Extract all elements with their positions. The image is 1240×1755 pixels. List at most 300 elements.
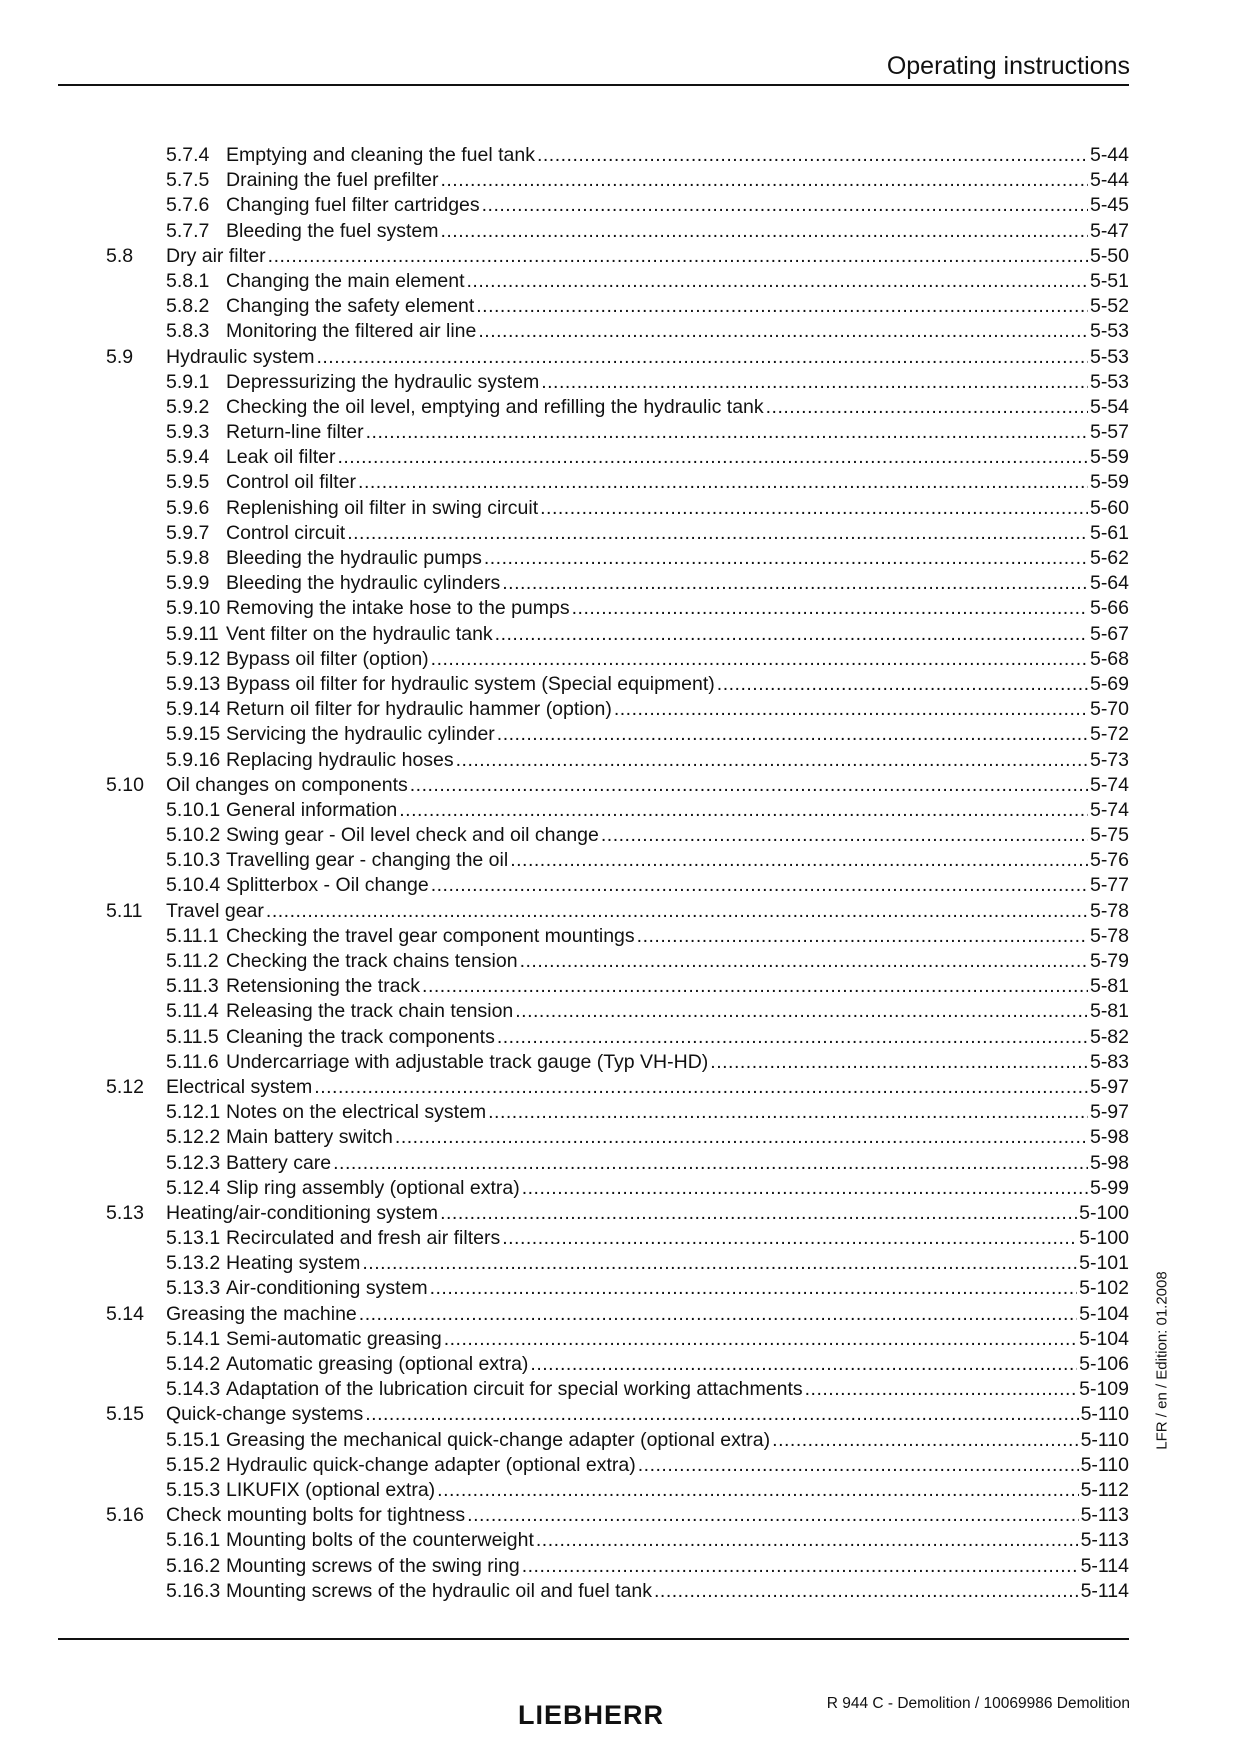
toc-dot-leader <box>476 294 1088 319</box>
toc-entry-number: 5.9.12 <box>166 647 221 670</box>
toc-entry[interactable] <box>0 571 1240 596</box>
toc-entry-number: 5.9.14 <box>166 698 221 721</box>
toc-entry-number: 5.12.4 <box>166 1176 221 1199</box>
toc-entry-line <box>226 672 1129 697</box>
toc-dot-leader <box>362 1251 1077 1276</box>
toc-entry[interactable] <box>0 319 1240 344</box>
toc-entry-title: Adaptation of the lubrication circuit for special working attachments <box>226 1378 803 1401</box>
toc-dot-leader <box>638 1453 1079 1478</box>
toc-entry-line <box>166 1402 1129 1427</box>
toc-entry-page: 5-73 <box>1089 748 1129 771</box>
toc-entry[interactable] <box>0 470 1240 495</box>
toc-entry-number: 5.16.3 <box>166 1579 221 1602</box>
toc-entry-number: 5.11.3 <box>166 975 219 998</box>
toc-entry-number: 5.15.2 <box>166 1453 221 1476</box>
toc-entry-title: Return oil filter for hydraulic hammer (option) <box>226 698 612 721</box>
toc-entry-title: Removing the intake hose to the pumps <box>226 597 570 620</box>
toc-dot-leader <box>502 571 1088 596</box>
toc-entry-title: Checking the travel gear component mountings <box>226 924 635 947</box>
toc-entry[interactable] <box>0 193 1240 218</box>
toc-entry-line <box>226 546 1129 571</box>
toc-entry-line <box>226 319 1129 344</box>
toc-entry-title: Heating system <box>226 1252 361 1275</box>
toc-dot-leader <box>520 949 1088 974</box>
toc-entry-page: 5-113 <box>1080 1504 1129 1527</box>
toc-dot-leader <box>430 1276 1078 1301</box>
toc-entry-page: 5-82 <box>1089 1025 1129 1048</box>
toc-entry-line <box>166 1302 1129 1327</box>
logo-text: LIEBHERR <box>517 1700 665 1730</box>
toc-entry-page: 5-45 <box>1089 194 1129 217</box>
toc-entry-number: 5.11.1 <box>166 924 219 947</box>
toc-dot-leader <box>422 974 1088 999</box>
toc-entry-line <box>226 1428 1129 1453</box>
toc-dot-leader <box>805 1377 1077 1402</box>
toc-entry-number: 5.10.2 <box>166 824 221 847</box>
toc-entry-page: 5-60 <box>1089 496 1129 519</box>
toc-entry-page: 5-113 <box>1080 1529 1129 1552</box>
toc-entry-title: Draining the fuel prefilter <box>226 169 439 192</box>
toc-dot-leader <box>347 521 1088 546</box>
toc-entry-number: 5.15 <box>106 1403 144 1426</box>
toc-entry[interactable] <box>0 1428 1240 1453</box>
toc-entry-line <box>226 1176 1129 1201</box>
toc-entry-page: 5-74 <box>1089 773 1129 796</box>
toc-entry-page: 5-47 <box>1089 219 1129 242</box>
toc-entry-line <box>226 143 1129 168</box>
toc-entry[interactable] <box>0 1251 1240 1276</box>
toc-entry-title: General information <box>226 798 398 821</box>
toc-entry[interactable] <box>0 345 1240 370</box>
toc-entry[interactable] <box>0 1402 1240 1427</box>
toc-entry-page: 5-72 <box>1089 723 1129 746</box>
toc-entry-line <box>226 269 1129 294</box>
toc-entry-title: Greasing the mechanical quick-change adapter (optional extra) <box>226 1428 771 1451</box>
toc-entry-number: 5.9.16 <box>166 748 221 771</box>
toc-entry-page: 5-76 <box>1089 849 1129 872</box>
toc-entry-page: 5-69 <box>1089 672 1129 695</box>
toc-entry-title: Travel gear <box>166 899 264 922</box>
toc-entry-number: 5.15.3 <box>166 1478 221 1501</box>
toc-entry[interactable] <box>0 143 1240 168</box>
toc-entry-number: 5.12 <box>106 1075 144 1098</box>
toc-dot-leader <box>456 748 1088 773</box>
footer-rule <box>58 1638 1129 1640</box>
toc-entry[interactable] <box>0 672 1240 697</box>
toc-entry-number: 5.10.3 <box>166 849 221 872</box>
toc-dot-leader <box>522 1554 1079 1579</box>
toc-entry-title: Changing fuel filter cartridges <box>226 194 480 217</box>
toc-dot-leader <box>440 1201 1077 1226</box>
toc-dot-leader <box>431 647 1088 672</box>
toc-entry-page: 5-106 <box>1079 1353 1129 1375</box>
toc-dot-leader <box>316 345 1088 370</box>
toc-entry-line <box>166 899 1129 924</box>
toc-entry[interactable] <box>0 1302 1240 1327</box>
toc-entry-page: 5-102 <box>1079 1277 1129 1300</box>
toc-entry-page: 5-78 <box>1089 899 1129 922</box>
toc-entry-title: Releasing the track chain tension <box>226 1000 514 1023</box>
toc-entry-title: Bypass oil filter for hydraulic system (Special equipment) <box>226 672 715 695</box>
toc-entry-number: 5.13.3 <box>166 1277 221 1300</box>
toc-entry[interactable] <box>0 1151 1240 1176</box>
toc-entry-title: Mounting screws of the hydraulic oil and fuel tank <box>226 1579 652 1602</box>
toc-dot-leader <box>717 672 1088 697</box>
toc-entry[interactable] <box>0 647 1240 672</box>
toc-entry[interactable] <box>0 1377 1240 1402</box>
toc-entry-page: 5-70 <box>1089 698 1129 721</box>
toc-entry-line <box>226 1151 1129 1176</box>
toc-entry-title: Undercarriage with adjustable track gauge (Typ VH-HD) <box>226 1050 709 1073</box>
toc-entry-number: 5.8.3 <box>166 320 210 343</box>
toc-entry-title: Checking the track chains tension <box>226 950 518 972</box>
toc-entry[interactable] <box>0 622 1240 647</box>
liebherr-logo <box>495 1700 687 1730</box>
toc-entry[interactable] <box>0 1478 1240 1503</box>
toc-entry-page: 5-68 <box>1089 647 1129 670</box>
toc-entry[interactable] <box>0 1579 1240 1604</box>
toc-entry-title: Electrical system <box>166 1075 313 1098</box>
toc-entry[interactable] <box>0 873 1240 898</box>
toc-entry-line <box>226 1025 1129 1050</box>
toc-entry-line <box>226 219 1129 244</box>
toc-entry-line <box>226 748 1129 773</box>
toc-entry-page: 5-67 <box>1089 622 1129 645</box>
toc-entry-line <box>166 1503 1129 1528</box>
toc-entry-line <box>226 1050 1129 1075</box>
toc-entry-page: 5-75 <box>1089 824 1129 847</box>
toc-entry-title: Main battery switch <box>226 1126 393 1149</box>
toc-entry-line <box>226 420 1129 445</box>
toc-entry[interactable] <box>0 1528 1240 1553</box>
toc-entry-line <box>226 1251 1129 1276</box>
toc-entry-page: 5-110 <box>1080 1453 1129 1476</box>
toc-entry-line <box>226 193 1129 218</box>
toc-entry-number: 5.12.3 <box>166 1151 221 1174</box>
toc-entry[interactable] <box>0 823 1240 848</box>
toc-entry[interactable] <box>0 848 1240 873</box>
toc-entry-number: 5.10 <box>106 773 144 796</box>
toc-dot-leader <box>358 470 1088 495</box>
toc-entry-title: Notes on the electrical system <box>226 1101 487 1124</box>
toc-entry[interactable] <box>0 924 1240 949</box>
toc-entry-page: 5-114 <box>1080 1554 1129 1577</box>
toc-entry[interactable] <box>0 748 1240 773</box>
toc-dot-leader <box>536 1528 1079 1553</box>
toc-entry-line <box>226 647 1129 672</box>
toc-entry[interactable] <box>0 1352 1240 1377</box>
toc-entry-title: Quick-change systems <box>166 1403 364 1426</box>
toc-dot-leader <box>437 1478 1078 1503</box>
toc-entry-number: 5.9.7 <box>166 521 210 544</box>
toc-entry-line <box>226 622 1129 647</box>
toc-entry-number: 5.7.4 <box>166 144 210 166</box>
toc-entry-line <box>226 294 1129 319</box>
toc-entry[interactable] <box>0 219 1240 244</box>
toc-entry[interactable] <box>0 370 1240 395</box>
toc-entry[interactable] <box>0 1050 1240 1075</box>
toc-dot-leader <box>440 219 1088 244</box>
toc-entry-line <box>226 722 1129 747</box>
toc-entry-line <box>226 596 1129 621</box>
toc-entry-title: Bleeding the fuel system <box>226 219 439 242</box>
toc-entry-page: 5-98 <box>1089 1126 1129 1149</box>
header-rule <box>58 84 1129 86</box>
toc-entry-number: 5.9.13 <box>166 672 221 695</box>
toc-entry-title: Hydraulic quick-change adapter (optional extra) <box>226 1453 636 1476</box>
toc-entry-number: 5.9.9 <box>166 572 210 595</box>
toc-entry-title: Semi-automatic greasing <box>226 1327 442 1350</box>
toc-entry[interactable] <box>0 899 1240 924</box>
toc-entry-number: 5.9.15 <box>166 723 221 746</box>
toc-entry[interactable] <box>0 546 1240 571</box>
toc-dot-leader <box>537 143 1088 168</box>
toc-entry-number: 5.11.2 <box>166 950 219 972</box>
toc-entry-page: 5-79 <box>1089 950 1129 972</box>
toc-entry-page: 5-101 <box>1079 1252 1129 1275</box>
toc-entry-title: Mounting bolts of the counterweight <box>226 1529 534 1552</box>
toc-dot-leader <box>614 697 1088 722</box>
toc-entry-line <box>226 1554 1129 1579</box>
toc-entry[interactable] <box>0 1503 1240 1528</box>
toc-dot-leader <box>399 798 1088 823</box>
edition-note: LFR / en / Edition: 01.2008 <box>1153 1271 1171 1450</box>
toc-entry-number: 5.9.4 <box>166 446 210 469</box>
toc-entry[interactable] <box>0 949 1240 974</box>
toc-entry-title: Control oil filter <box>226 471 357 494</box>
toc-entry-page: 5-109 <box>1079 1378 1129 1401</box>
toc-dot-leader <box>772 1428 1078 1453</box>
toc-entry-number: 5.9 <box>106 345 134 368</box>
toc-entry-page: 5-97 <box>1089 1075 1129 1098</box>
toc-entry-title: Checking the oil level, emptying and refilling the hydraulic tank <box>226 395 764 418</box>
toc-entry[interactable] <box>0 974 1240 999</box>
toc-entry[interactable] <box>0 722 1240 747</box>
toc-entry[interactable] <box>0 999 1240 1024</box>
toc-entry[interactable] <box>0 294 1240 319</box>
toc-entry-title: Retensioning the track <box>226 975 421 998</box>
toc-entry-line <box>226 949 1129 974</box>
toc-entry[interactable] <box>0 1100 1240 1125</box>
toc-dot-leader <box>497 722 1088 747</box>
toc-entry-title: Check mounting bolts for tightness <box>166 1504 466 1527</box>
toc-entry[interactable] <box>0 1075 1240 1100</box>
toc-entry-line <box>226 395 1129 420</box>
toc-entry-number: 5.13 <box>106 1201 144 1224</box>
toc-entry-line <box>226 370 1129 395</box>
toc-dot-leader <box>395 1125 1088 1150</box>
toc-dot-leader <box>266 899 1088 924</box>
toc-entry[interactable] <box>0 521 1240 546</box>
toc-entry[interactable] <box>0 168 1240 193</box>
toc-entry[interactable] <box>0 420 1240 445</box>
toc-entry-page: 5-66 <box>1089 597 1129 620</box>
toc-entry-number: 5.9.6 <box>166 496 210 519</box>
toc-entry-number: 5.12.2 <box>166 1126 221 1149</box>
toc-entry[interactable] <box>0 269 1240 294</box>
toc-entry-title: Replacing hydraulic hoses <box>226 748 454 771</box>
toc-entry[interactable] <box>0 496 1240 521</box>
toc-entry-page: 5-114 <box>1080 1579 1129 1602</box>
toc-entry[interactable] <box>0 1125 1240 1150</box>
toc-entry-line <box>226 470 1129 495</box>
toc-entry-number: 5.15.1 <box>166 1428 221 1451</box>
toc-entry-page: 5-110 <box>1080 1428 1129 1451</box>
toc-entry-page: 5-100 <box>1079 1201 1129 1224</box>
toc-entry-title: LIKUFIX (optional extra) <box>226 1478 436 1501</box>
toc-entry-title: Leak oil filter <box>226 446 336 469</box>
toc-entry-page: 5-99 <box>1089 1176 1129 1199</box>
toc-entry-title: Vent filter on the hydraulic tank <box>226 622 493 645</box>
toc-entry-line <box>166 773 1129 798</box>
toc-entry-title: Servicing the hydraulic cylinder <box>226 723 495 746</box>
toc-entry[interactable] <box>0 395 1240 420</box>
toc-entry-line <box>166 244 1129 269</box>
toc-entry-title: Greasing the machine <box>166 1302 357 1325</box>
toc-entry-number: 5.13.2 <box>166 1252 221 1275</box>
toc-dot-leader <box>484 546 1088 571</box>
toc-entry-page: 5-98 <box>1089 1151 1129 1174</box>
toc-entry-title: Changing the safety element <box>226 295 475 318</box>
toc-entry-title: Return-line filter <box>226 421 364 444</box>
toc-entry-title: Cleaning the track components <box>226 1025 495 1048</box>
toc-entry-number: 5.14.3 <box>166 1378 221 1401</box>
toc-entry[interactable] <box>0 596 1240 621</box>
toc-entry-page: 5-110 <box>1080 1403 1129 1426</box>
toc-entry-page: 5-104 <box>1079 1302 1129 1325</box>
toc-entry[interactable] <box>0 1201 1240 1226</box>
toc-entry-page: 5-83 <box>1089 1050 1129 1073</box>
toc-entry[interactable] <box>0 1327 1240 1352</box>
toc-entry-page: 5-50 <box>1089 244 1129 267</box>
toc-entry-number: 5.10.4 <box>166 874 221 897</box>
toc-dot-leader <box>478 319 1088 344</box>
toc-entry-title: Control circuit <box>226 521 346 544</box>
toc-entry-title: Mounting screws of the swing ring <box>226 1554 520 1577</box>
toc-entry-number: 5.7.7 <box>166 219 210 242</box>
toc-entry-number: 5.14.1 <box>166 1327 221 1350</box>
toc-entry-line <box>166 345 1129 370</box>
toc-entry-number: 5.9.2 <box>166 395 210 418</box>
toc-entry-title: Emptying and cleaning the fuel tank <box>226 144 535 166</box>
toc-entry-page: 5-44 <box>1089 144 1129 166</box>
toc-entry-number: 5.11.4 <box>166 1000 219 1023</box>
toc-entry-page: 5-64 <box>1089 572 1129 595</box>
toc-dot-leader <box>359 1302 1077 1327</box>
toc-entry-title: Slip ring assembly (optional extra) <box>226 1176 520 1199</box>
table-of-contents <box>0 143 1240 1604</box>
toc-entry-line <box>166 1201 1129 1226</box>
toc-entry-page: 5-97 <box>1089 1101 1129 1124</box>
toc-dot-leader <box>444 1327 1077 1352</box>
toc-entry-number: 5.13.1 <box>166 1227 221 1250</box>
toc-entry-line <box>226 1453 1129 1478</box>
toc-entry-line <box>226 445 1129 470</box>
toc-entry[interactable] <box>0 697 1240 722</box>
toc-entry-number: 5.16 <box>106 1504 144 1527</box>
toc-entry-title: Heating/air-conditioning system <box>166 1201 439 1224</box>
toc-dot-leader <box>337 445 1088 470</box>
toc-entry-page: 5-81 <box>1089 1000 1129 1023</box>
toc-entry-number: 5.9.11 <box>166 622 219 645</box>
toc-entry-page: 5-77 <box>1089 874 1129 897</box>
toc-entry-line <box>226 924 1129 949</box>
toc-entry-page: 5-52 <box>1089 295 1129 318</box>
toc-entry-number: 5.16.1 <box>166 1529 221 1552</box>
toc-entry-number: 5.11.5 <box>166 1025 219 1048</box>
toc-entry[interactable] <box>0 798 1240 823</box>
toc-entry-page: 5-44 <box>1089 169 1129 192</box>
toc-dot-leader <box>710 1050 1088 1075</box>
toc-entry-line <box>226 1100 1129 1125</box>
toc-entry-page: 5-53 <box>1089 320 1129 343</box>
toc-entry-title: Bypass oil filter (option) <box>226 647 429 670</box>
toc-entry[interactable] <box>0 1176 1240 1201</box>
toc-entry-page: 5-53 <box>1089 370 1129 393</box>
toc-entry[interactable] <box>0 1453 1240 1478</box>
toc-dot-leader <box>572 596 1088 621</box>
toc-entry[interactable] <box>0 1276 1240 1301</box>
toc-entry-number: 5.14.2 <box>166 1353 221 1375</box>
toc-entry[interactable] <box>0 1554 1240 1579</box>
toc-entry-number: 5.8.2 <box>166 295 210 318</box>
toc-dot-leader <box>510 848 1088 873</box>
toc-entry[interactable] <box>0 244 1240 269</box>
toc-entry-line <box>226 1276 1129 1301</box>
toc-entry-line <box>226 1528 1129 1553</box>
toc-entry-title: Bleeding the hydraulic cylinders <box>226 572 501 595</box>
toc-entry-line <box>226 873 1129 898</box>
toc-entry[interactable] <box>0 445 1240 470</box>
toc-dot-leader <box>488 1100 1088 1125</box>
toc-entry-title: Changing the main element <box>226 269 465 292</box>
toc-entry-number: 5.10.1 <box>166 798 221 821</box>
toc-entry-number: 5.9.1 <box>166 370 210 393</box>
toc-entry-page: 5-74 <box>1089 798 1129 821</box>
toc-entry-number: 5.9.8 <box>166 547 210 569</box>
toc-entry-number: 5.9.5 <box>166 471 210 494</box>
toc-entry-number: 5.8.1 <box>166 269 210 292</box>
toc-dot-leader <box>467 1503 1078 1528</box>
toc-dot-leader <box>515 999 1088 1024</box>
toc-entry-page: 5-59 <box>1089 446 1129 469</box>
header-title: Operating instructions <box>886 52 1130 80</box>
toc-entry-line <box>226 1377 1129 1402</box>
toc-entry-title: Travelling gear - changing the oil <box>226 849 509 872</box>
toc-entry-page: 5-100 <box>1079 1227 1129 1250</box>
toc-dot-leader <box>333 1151 1088 1176</box>
toc-entry-number: 5.11.6 <box>166 1050 219 1073</box>
toc-dot-leader <box>431 873 1088 898</box>
toc-entry-title: Air-conditioning system <box>226 1277 428 1300</box>
toc-entry-line <box>226 1327 1129 1352</box>
toc-dot-leader <box>495 622 1088 647</box>
toc-entry-title: Hydraulic system <box>166 345 315 368</box>
toc-entry-page: 5-59 <box>1089 471 1129 494</box>
toc-entry-title: Bleeding the hydraulic pumps <box>226 547 482 569</box>
toc-dot-leader <box>366 420 1088 445</box>
toc-entry-title: Splitterbox - Oil change <box>226 874 429 897</box>
toc-dot-leader <box>540 496 1088 521</box>
footer-document-id: R 944 C - Demolition / 10069986 Demolition <box>826 1695 1130 1712</box>
toc-entry-title: Automatic greasing (optional extra) <box>226 1353 529 1375</box>
toc-entry[interactable] <box>0 1226 1240 1251</box>
toc-entry-line <box>226 1226 1129 1251</box>
toc-entry-number: 5.7.5 <box>166 169 210 192</box>
toc-entry-number: 5.12.1 <box>166 1101 221 1124</box>
toc-entry[interactable] <box>0 1025 1240 1050</box>
toc-entry[interactable] <box>0 773 1240 798</box>
